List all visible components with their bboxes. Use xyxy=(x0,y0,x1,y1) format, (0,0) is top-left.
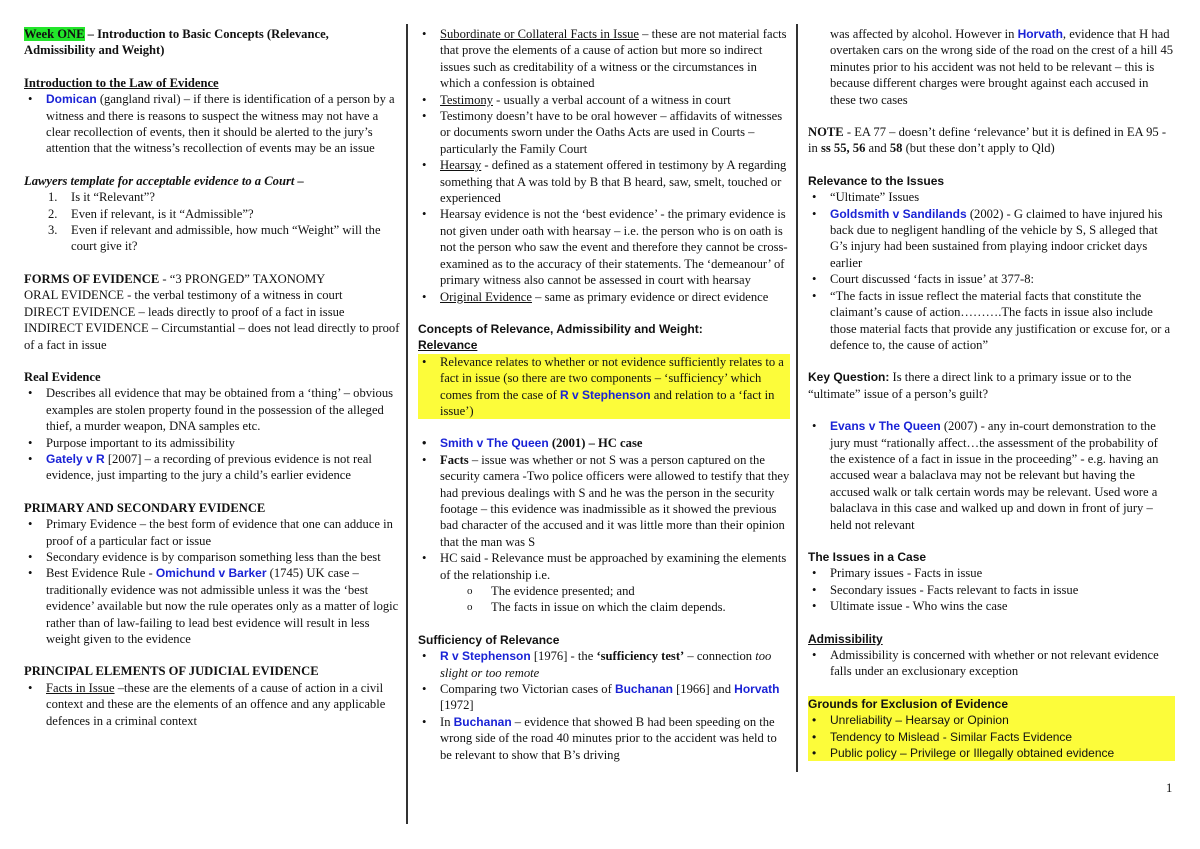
section-heading: Sufficiency of Relevance xyxy=(418,632,560,647)
section-heading: The Issues in a Case xyxy=(808,549,927,564)
section-heading: Grounds for Exclusion of Evidence xyxy=(808,696,1009,711)
list-item: • Original Evidence – same as primary evidence or direct evidence xyxy=(418,289,790,305)
section-heading: Lawyers template for acceptable evidence to a Court – xyxy=(24,173,304,188)
list-item: • Unreliability – Hearsay or Opinion xyxy=(808,712,1175,728)
list-item: • Facts in Issue –these are the elements of a cause of action in a civil context and these are the elements of an offence and any applicable defences in a criminal context xyxy=(24,680,402,729)
list-item: • Testimony doesn’t have to be oral however – affidavits of witnesses or documents sworn under the Oaths Acts are used in Courts – particularly the Family Court xyxy=(418,108,790,157)
section-heading: Admissibility xyxy=(808,631,883,646)
list-item: • “The facts in issue reflect the material facts that constitute the claimant’s cause of action……….The facts in issue also include those material facts that provide any justification or excuse for, or a defence to, the cause of action” xyxy=(808,288,1175,354)
list-item: • Hearsay - defined as a statement offered in testimony by A regarding something that A was told by B that B heard, saw, smelt, touched or experienced xyxy=(418,157,790,206)
list-item: • “Ultimate” Issues xyxy=(808,189,1175,205)
list-item: • Goldsmith v Sandilands (2002) - G claimed to have injured his back due to negligent handling of the vehicle by S, S alleged that G’s injury had been sustained from playing indoor cricket days earlier xyxy=(808,206,1175,272)
list-item: • Primary Evidence – the best form of evidence that one can adduce in proof of a particular fact or issue xyxy=(24,516,402,549)
sub-list-item: o The evidence presented; and xyxy=(418,583,790,599)
section-heading: Introduction to the Law of Evidence xyxy=(24,75,219,90)
section-heading: PRINCIPAL ELEMENTS OF JUDICIAL EVIDENCE xyxy=(24,664,319,679)
list-item: • Hearsay evidence is not the ‘best evidence’ - the primary evidence is not given under oath with hearsay – i.e. the person who is on oath is not the person who saw the event and therefore they cannot be cross-examined as to the accuracy of their statements. The ‘demeanour’ of primary witness also cannot be assessed in court with hearsay xyxy=(418,206,790,288)
continued-text: was affected by alcohol. However in Horvath, evidence that H had overtaken cars on the wrong side of the road on the crest of a hill 45 minutes prior to his accident was not held to be relevant – this is because different charges were brought against each accused in these two cases xyxy=(830,27,1174,107)
list-item: 3. Even if relevant and admissible, how much “Weight” will the court give it? xyxy=(48,223,381,254)
list-item: • Secondary evidence is by comparison something less than the best xyxy=(24,549,402,565)
list-item: • Tendency to Mislead - Similar Facts Evidence xyxy=(808,729,1175,745)
list-item: • Gately v R [2007] – a recording of previous evidence is not real evidence, just imparting to the jury a child’s earlier evidence xyxy=(24,451,402,484)
key-question: Key Question: Is there a direct link to a primary issue or to the “ultimate” issue of a person’s guilt? xyxy=(808,370,1132,401)
text-line: INDIRECT EVIDENCE – Circumstantial – does not lead directly to proof of a fact in issue xyxy=(24,321,400,352)
list-item: • HC said - Relevance must be approached by examining the elements of the relationship i.e. xyxy=(418,550,790,583)
list-item: • R v Stephenson [1976] - the ‘sufficiency test’ – connection too slight or too remote xyxy=(418,648,790,681)
week-tag: Week ONE xyxy=(24,27,85,41)
text-line: ORAL EVIDENCE - the verbal testimony of a witness in court xyxy=(24,288,343,303)
sub-list-item: o The facts in issue on which the claim depends. xyxy=(418,599,790,615)
list-item: • Facts – issue was whether or not S was a person captured on the security camera -Two police officers were allowed to testify that they had previous dealings with S and he was the person in the security footage – this evidence was inadmissible as it showed the previous bad character of the accused and it was little more than their opinion that the man was S xyxy=(418,452,790,550)
forms-heading: FORMS OF EVIDENCE - “3 PRONGED” TAXONOMY xyxy=(24,271,326,286)
list-item: • Subordinate or Collateral Facts in Issue – these are not material facts that prove the elements of a cause of action but more so indirect issues such as creditability of a witness or the circumstances in which a confession is obtained xyxy=(418,26,790,92)
column-2 xyxy=(418,26,790,763)
list-item: • Secondary issues - Facts relevant to facts in issue xyxy=(808,582,1175,598)
list-item: • Admissibility is concerned with whether or not relevant evidence falls under an exclusionary exception xyxy=(808,647,1175,680)
column-1 xyxy=(24,26,402,729)
section-heading: Real Evidence xyxy=(24,369,101,384)
highlighted-list-item: • Relevance relates to whether or not evidence sufficiently relates to a fact in issue (so there are two components – ‘sufficiency’ which comes from the case of R v Stephenson and relation to a ‘fact in issue’) xyxy=(418,354,790,420)
list-item: • Public policy – Privilege or Illegally obtained evidence xyxy=(808,745,1175,761)
list-item: 2. Even if relevant, is it “Admissible”? xyxy=(48,206,254,221)
list-item: • Testimony - usually a verbal account of a witness in court xyxy=(418,92,790,108)
document-title: Week ONE – Introduction to Basic Concepts (Relevance, Admissibility and Weight) xyxy=(24,27,329,58)
list-item: • Describes all evidence that may be obtained from a ‘thing’ – obvious examples are stolen property found in the possession of the alleged thief, a murder weapon, DNA samples etc. xyxy=(24,385,402,434)
list-item: • Primary issues - Facts in issue xyxy=(808,565,1175,581)
section-heading: Concepts of Relevance, Admissibility and Weight: xyxy=(418,321,703,336)
column-3 xyxy=(808,26,1175,761)
section-heading: Relevance to the Issues xyxy=(808,173,945,188)
section-heading: Relevance xyxy=(418,338,478,353)
page-number: 1 xyxy=(1166,781,1173,795)
list-item: • Comparing two Victorian cases of Buchanan [1966] and Horvath [1972] xyxy=(418,681,790,714)
list-item: • Domican (gangland rival) – if there is identification of a person by a witness and there is reasons to suspect the witness may not have a clear recollection of events, then it should be alerted to the jury’s attention that the witness’s recollection of events may be an issue xyxy=(24,91,402,157)
note-paragraph: NOTE - EA 77 – doesn’t define ‘relevance’ but it is defined in EA 95 - in ss 55, 56 and 58 (but these don’t apply to Qld) xyxy=(808,125,1167,156)
text-line: DIRECT EVIDENCE – leads directly to proof of a fact in issue xyxy=(24,304,345,319)
list-item: • Court discussed ‘facts in issue’ at 377-8: xyxy=(808,271,1175,287)
section-heading: PRIMARY AND SECONDARY EVIDENCE xyxy=(24,500,266,515)
list-item: • In Buchanan – evidence that showed B had been speeding on the wrong side of the road 40 minutes prior to the accident was held to be relevant to show that B’s driving xyxy=(418,714,790,763)
numbered-list xyxy=(24,189,402,255)
list-item: • Smith v The Queen (2001) – HC case xyxy=(418,435,790,451)
list-item: • Evans v The Queen (2007) - any in-court demonstration to the jury must “rationally affect…the assessment of the probability of the existence of a fact in issue in the proceeding” - e.g. having an accused wear a balaclava may not be relevant but having the accused walk or talk certain words may be relevant. Used wore a balaclava in this case and walked up and down in front of jury – held not relevant xyxy=(808,418,1175,533)
column-divider xyxy=(796,24,798,772)
list-item: • Purpose important to its admissibility xyxy=(24,435,402,451)
list-item: • Ultimate issue - Who wins the case xyxy=(808,598,1175,614)
grounds-highlight-block xyxy=(808,696,1175,762)
list-item: 1. Is it “Relevant”? xyxy=(48,190,155,205)
list-item: • Best Evidence Rule - Omichund v Barker (1745) UK case – traditionally evidence was not admissible unless it was the ‘best evidence’ available but now the rule operates only as a matter of logic rather than of law-failing to lead best evidence will result in less weight given to the evidence xyxy=(24,565,402,647)
column-divider xyxy=(406,24,408,824)
